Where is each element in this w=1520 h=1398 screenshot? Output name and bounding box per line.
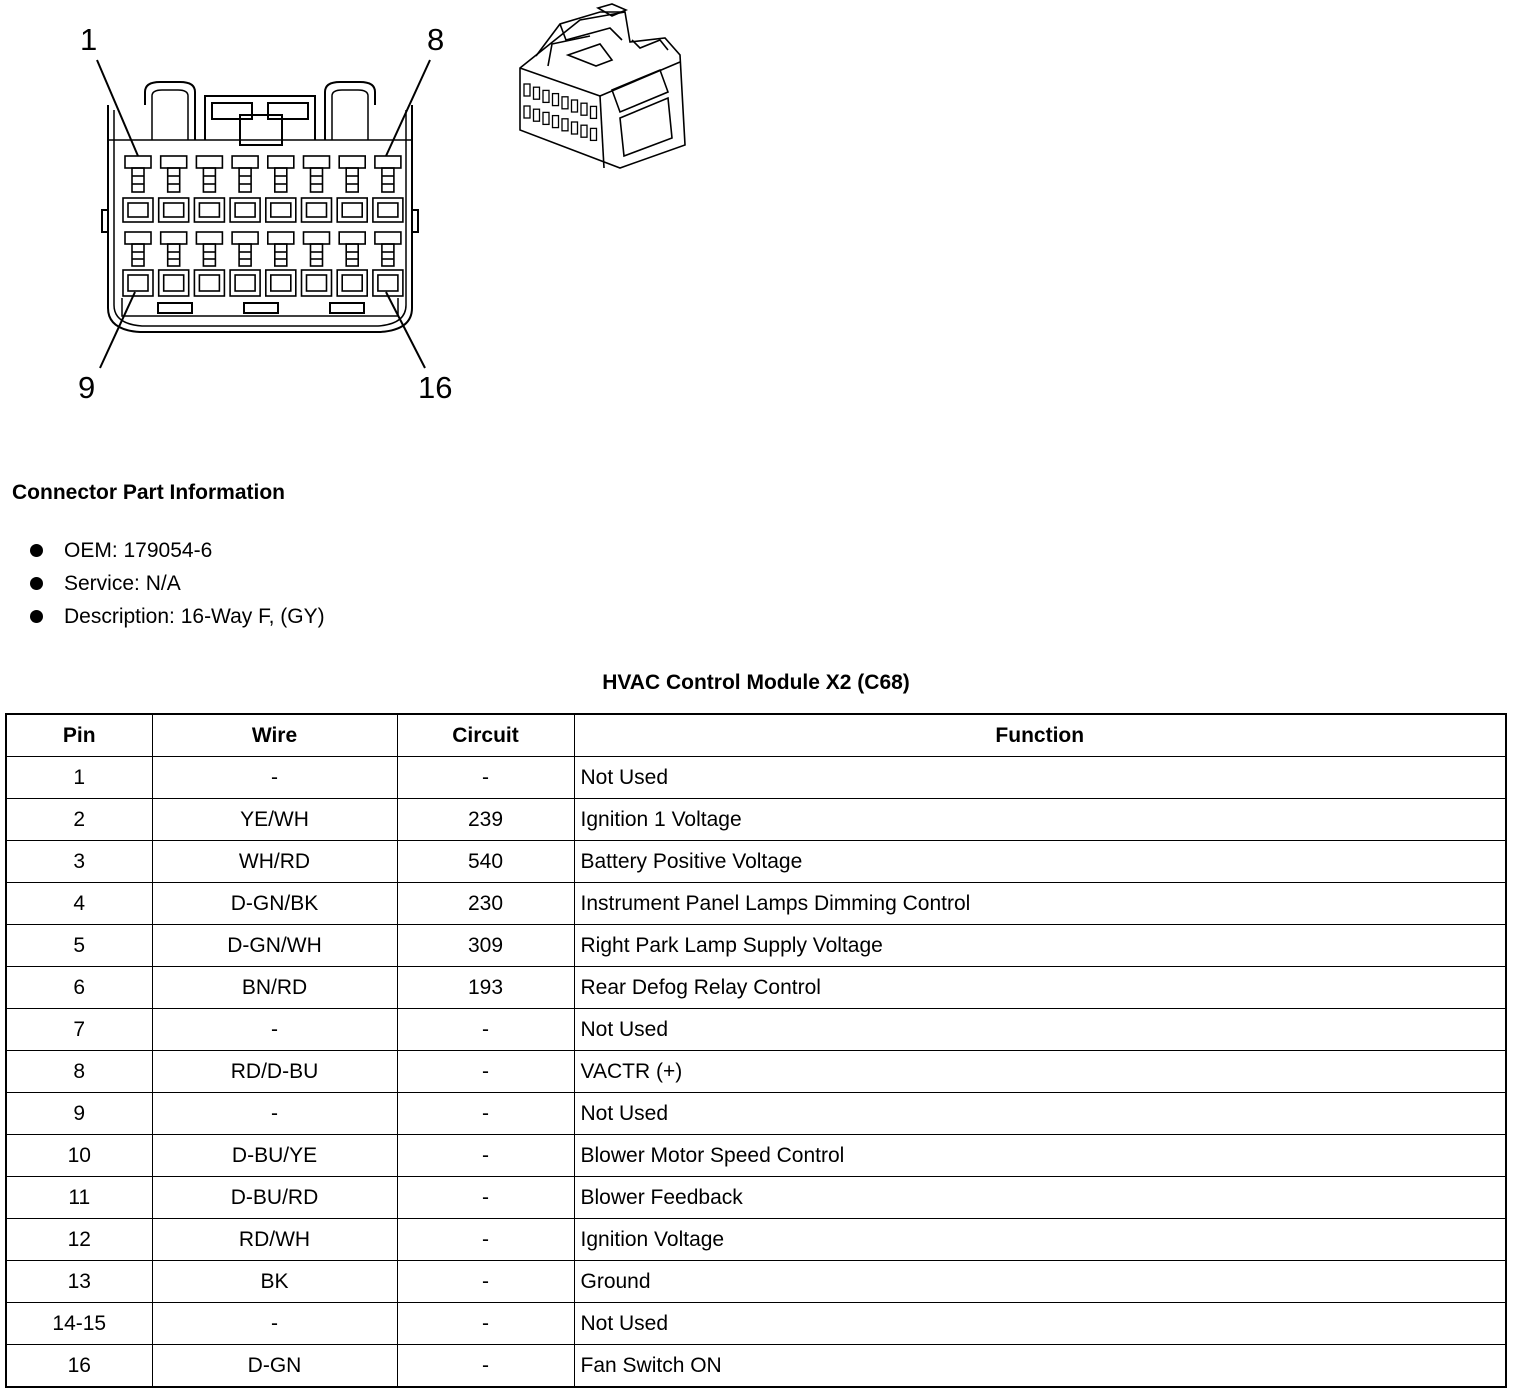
- pin-cell: 8: [6, 1051, 152, 1093]
- table-row: [6, 1261, 1506, 1303]
- table-row: [6, 1093, 1506, 1135]
- function-cell: Ignition 1 Voltage: [574, 799, 1506, 841]
- header-circuit: Circuit: [397, 714, 574, 757]
- pinout-table: [5, 713, 1507, 1388]
- wire-cell: RD/WH: [152, 1219, 397, 1261]
- circuit-cell: -: [397, 1093, 574, 1135]
- wire-cell: BK: [152, 1261, 397, 1303]
- circuit-cell: -: [397, 757, 574, 799]
- wire-cell: BN/RD: [152, 967, 397, 1009]
- pin-cell: 3: [6, 841, 152, 883]
- function-cell: Instrument Panel Lamps Dimming Control: [574, 883, 1506, 925]
- pin-cell: 13: [6, 1261, 152, 1303]
- bullet-icon: [30, 544, 43, 557]
- table-row: [6, 1303, 1506, 1345]
- service-text: Service: N/A: [64, 572, 181, 595]
- circuit-cell: -: [397, 1345, 574, 1388]
- table-row: [6, 883, 1506, 925]
- pin-cell: 5: [6, 925, 152, 967]
- function-cell: Fan Switch ON: [574, 1345, 1506, 1388]
- table-row: [6, 1219, 1506, 1261]
- callout-pin-9: 9: [78, 370, 96, 405]
- connector-info-list: [28, 534, 325, 633]
- table-row: [6, 925, 1506, 967]
- wire-cell: WH/RD: [152, 841, 397, 883]
- pin-cell: 16: [6, 1345, 152, 1388]
- wire-cell: -: [152, 757, 397, 799]
- pin-cell: 9: [6, 1093, 152, 1135]
- wire-cell: -: [152, 1093, 397, 1135]
- pin-cell: 6: [6, 967, 152, 1009]
- function-cell: Right Park Lamp Supply Voltage: [574, 925, 1506, 967]
- pin-cell: 7: [6, 1009, 152, 1051]
- function-cell: Not Used: [574, 757, 1506, 799]
- wire-cell: D-GN: [152, 1345, 397, 1388]
- table-header-row: [6, 714, 1506, 757]
- wire-cell: RD/D-BU: [152, 1051, 397, 1093]
- list-item: [28, 600, 325, 633]
- wire-cell: -: [152, 1009, 397, 1051]
- table-row: [6, 841, 1506, 883]
- circuit-cell: 193: [397, 967, 574, 1009]
- circuit-cell: -: [397, 1051, 574, 1093]
- function-cell: Ignition Voltage: [574, 1219, 1506, 1261]
- wire-cell: YE/WH: [152, 799, 397, 841]
- function-cell: Rear Defog Relay Control: [574, 967, 1506, 1009]
- circuit-cell: -: [397, 1261, 574, 1303]
- function-cell: Not Used: [574, 1009, 1506, 1051]
- bullet-icon: [30, 577, 43, 590]
- list-item: [28, 567, 325, 600]
- pin-cell: 10: [6, 1135, 152, 1177]
- callout-pin-1: 1: [80, 22, 98, 57]
- table-row: [6, 1177, 1506, 1219]
- function-cell: Ground: [574, 1261, 1506, 1303]
- table-row: [6, 799, 1506, 841]
- pin-cell: 2: [6, 799, 152, 841]
- table-row: [6, 1135, 1506, 1177]
- wire-cell: D-BU/YE: [152, 1135, 397, 1177]
- header-function: Function: [574, 714, 1506, 757]
- circuit-cell: 239: [397, 799, 574, 841]
- circuit-cell: -: [397, 1303, 574, 1345]
- circuit-cell: -: [397, 1135, 574, 1177]
- circuit-cell: 230: [397, 883, 574, 925]
- table-row: [6, 757, 1506, 799]
- list-item: [28, 534, 325, 567]
- pin-cell: 1: [6, 757, 152, 799]
- oem-text: OEM: 179054-6: [64, 539, 213, 562]
- wire-cell: D-GN/BK: [152, 883, 397, 925]
- connector-info-heading: Connector Part Information: [12, 481, 286, 504]
- pin-cell: 14-15: [6, 1303, 152, 1345]
- pin-cell: 4: [6, 883, 152, 925]
- table-row: [6, 1345, 1506, 1388]
- pin-cell: 12: [6, 1219, 152, 1261]
- header-pin: Pin: [6, 714, 152, 757]
- header-wire: Wire: [152, 714, 397, 757]
- connector-figure: [0, 0, 720, 430]
- wire-cell: D-GN/WH: [152, 925, 397, 967]
- circuit-cell: -: [397, 1009, 574, 1051]
- table-row: [6, 1051, 1506, 1093]
- table-title: HVAC Control Module X2 (C68): [602, 671, 910, 694]
- table-row: [6, 967, 1506, 1009]
- function-cell: Not Used: [574, 1093, 1506, 1135]
- circuit-cell: 540: [397, 841, 574, 883]
- wire-cell: D-BU/RD: [152, 1177, 397, 1219]
- circuit-cell: -: [397, 1177, 574, 1219]
- table-row: [6, 1009, 1506, 1051]
- circuit-cell: 309: [397, 925, 574, 967]
- bullet-icon: [30, 610, 43, 623]
- function-cell: Blower Feedback: [574, 1177, 1506, 1219]
- callout-pin-16: 16: [418, 370, 453, 405]
- function-cell: Battery Positive Voltage: [574, 841, 1506, 883]
- wire-cell: -: [152, 1303, 397, 1345]
- function-cell: Not Used: [574, 1303, 1506, 1345]
- function-cell: VACTR (+): [574, 1051, 1506, 1093]
- pin-cell: 11: [6, 1177, 152, 1219]
- callout-pin-8: 8: [427, 22, 445, 57]
- function-cell: Blower Motor Speed Control: [574, 1135, 1506, 1177]
- circuit-cell: -: [397, 1219, 574, 1261]
- description-text: Description: 16-Way F, (GY): [64, 605, 325, 628]
